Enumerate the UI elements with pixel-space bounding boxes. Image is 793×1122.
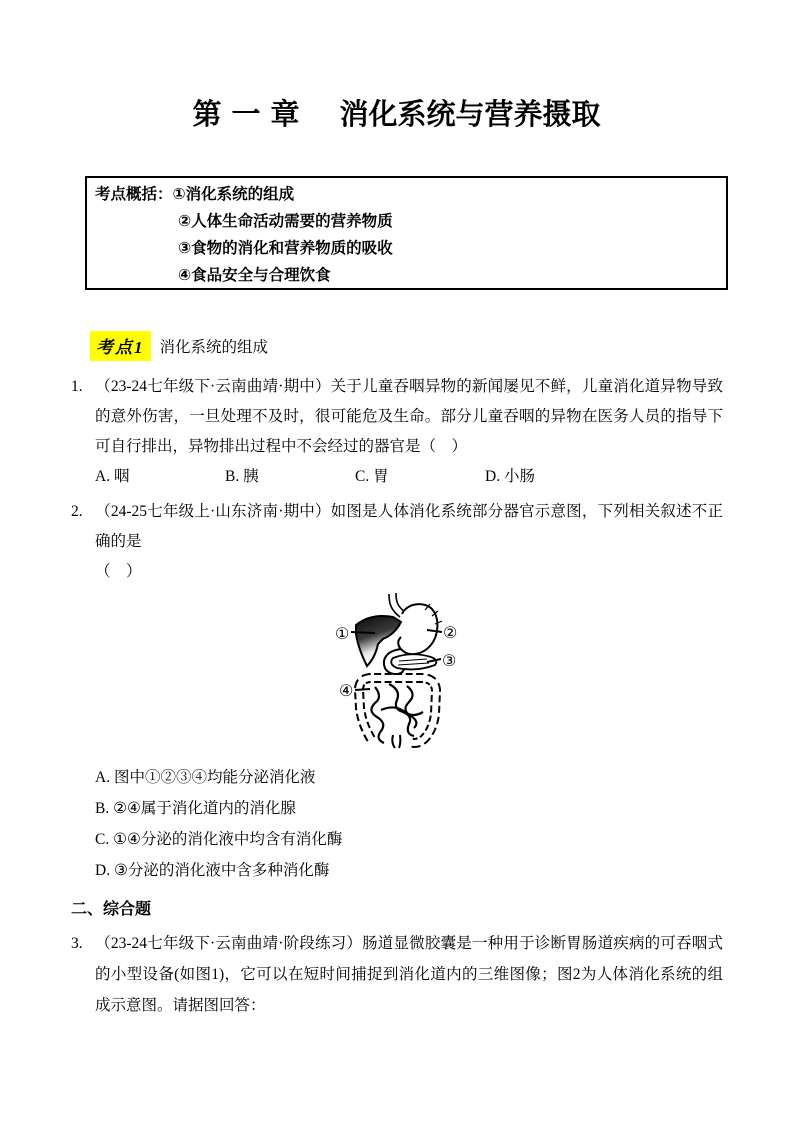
question-3 (71, 928, 723, 1021)
key-points-box (85, 176, 728, 290)
option-a: A. 图中①②③④均能分泌消化液 (95, 769, 316, 786)
small-intestine (381, 707, 423, 715)
question-1 (71, 372, 723, 492)
option-b: B. ②④属于消化道内的消化腺 (95, 800, 296, 817)
stomach-shape (398, 604, 437, 654)
label-4-leader (355, 689, 370, 690)
question-2-number: 2. (71, 503, 83, 520)
figure-label-3: ③ (442, 653, 457, 670)
key-points-line (95, 181, 718, 208)
question-3-number: 3. (71, 935, 83, 952)
label-1-leader (351, 632, 375, 633)
option-a: A. 咽 (95, 468, 130, 485)
question-2-body: （24-25七年级上·山东济南·期中）如图是人体消化系统部分器官示意图，下列相关叙述不正确的是 (95, 503, 723, 550)
key-point-item: ①消化系统的组成 (172, 186, 295, 203)
key-points-label: 考点概括： (95, 186, 173, 203)
question-1-options (71, 462, 723, 492)
question-1-number: 1. (71, 378, 83, 395)
option-c: C. ①④分泌的消化液中均含有消化酶 (95, 831, 343, 848)
option-d: D. 小肠 (485, 468, 535, 485)
topic-1-heading (90, 332, 268, 360)
option-b: B. 胰 (225, 468, 259, 485)
question-2-options (71, 762, 723, 886)
chapter-name: 消化系统与营养摄取 (339, 99, 601, 131)
option-d: D. ③分泌的消化液中含多种消化酶 (95, 862, 330, 879)
rectum (392, 735, 400, 748)
digestive-organs-figure (331, 592, 463, 750)
question-2-text (71, 497, 723, 557)
question-2-answer-bracket: （ ） (95, 563, 142, 580)
section-2-heading: 二、综合题 (71, 901, 152, 918)
key-point-item: ②人体生命活动需要的营养物质 (178, 213, 393, 230)
chapter-number: 第一章 (192, 99, 310, 131)
question-2 (71, 497, 723, 886)
figure-label-4: ④ (339, 683, 354, 700)
digestive-diagram (71, 592, 723, 750)
esophagus-outline (396, 593, 405, 612)
topic-1-badge: 考点1 (90, 331, 151, 361)
figure-label-2: ② (443, 625, 458, 642)
question-1-body: （23-24七年级下·云南曲靖·期中）关于儿童吞咽异物的新闻屡见不鲜，儿童消化道异物导致的意外伤害，一旦处理不及时，很可能危及生命。部分儿童吞咽的异物在医务人员的指导下可自行排出，异物排出过程中不会经过的器官是（ ） (95, 378, 723, 455)
page-title (0, 92, 793, 133)
figure-label-1: ① (335, 626, 350, 643)
question-1-text (71, 372, 723, 462)
topic-1-title: 消化系统的组成 (159, 339, 269, 356)
question-3-body: （23-24七年级下·云南曲靖·阶段练习）肠道显微胶囊是一种用于诊断胃肠道疾病的可吞咽式的小型设备(如图1)，它可以在短时间捕捉到消化道内的三维图像；图2为人体消化系统的组成示意图。请据图回答： (95, 935, 723, 1014)
key-point-item: ④食品安全与合理饮食 (178, 267, 331, 284)
question-3-text (71, 928, 723, 1021)
option-c: C. 胃 (355, 468, 389, 485)
key-point-item: ③食物的消化和营养物质的吸收 (178, 240, 393, 257)
